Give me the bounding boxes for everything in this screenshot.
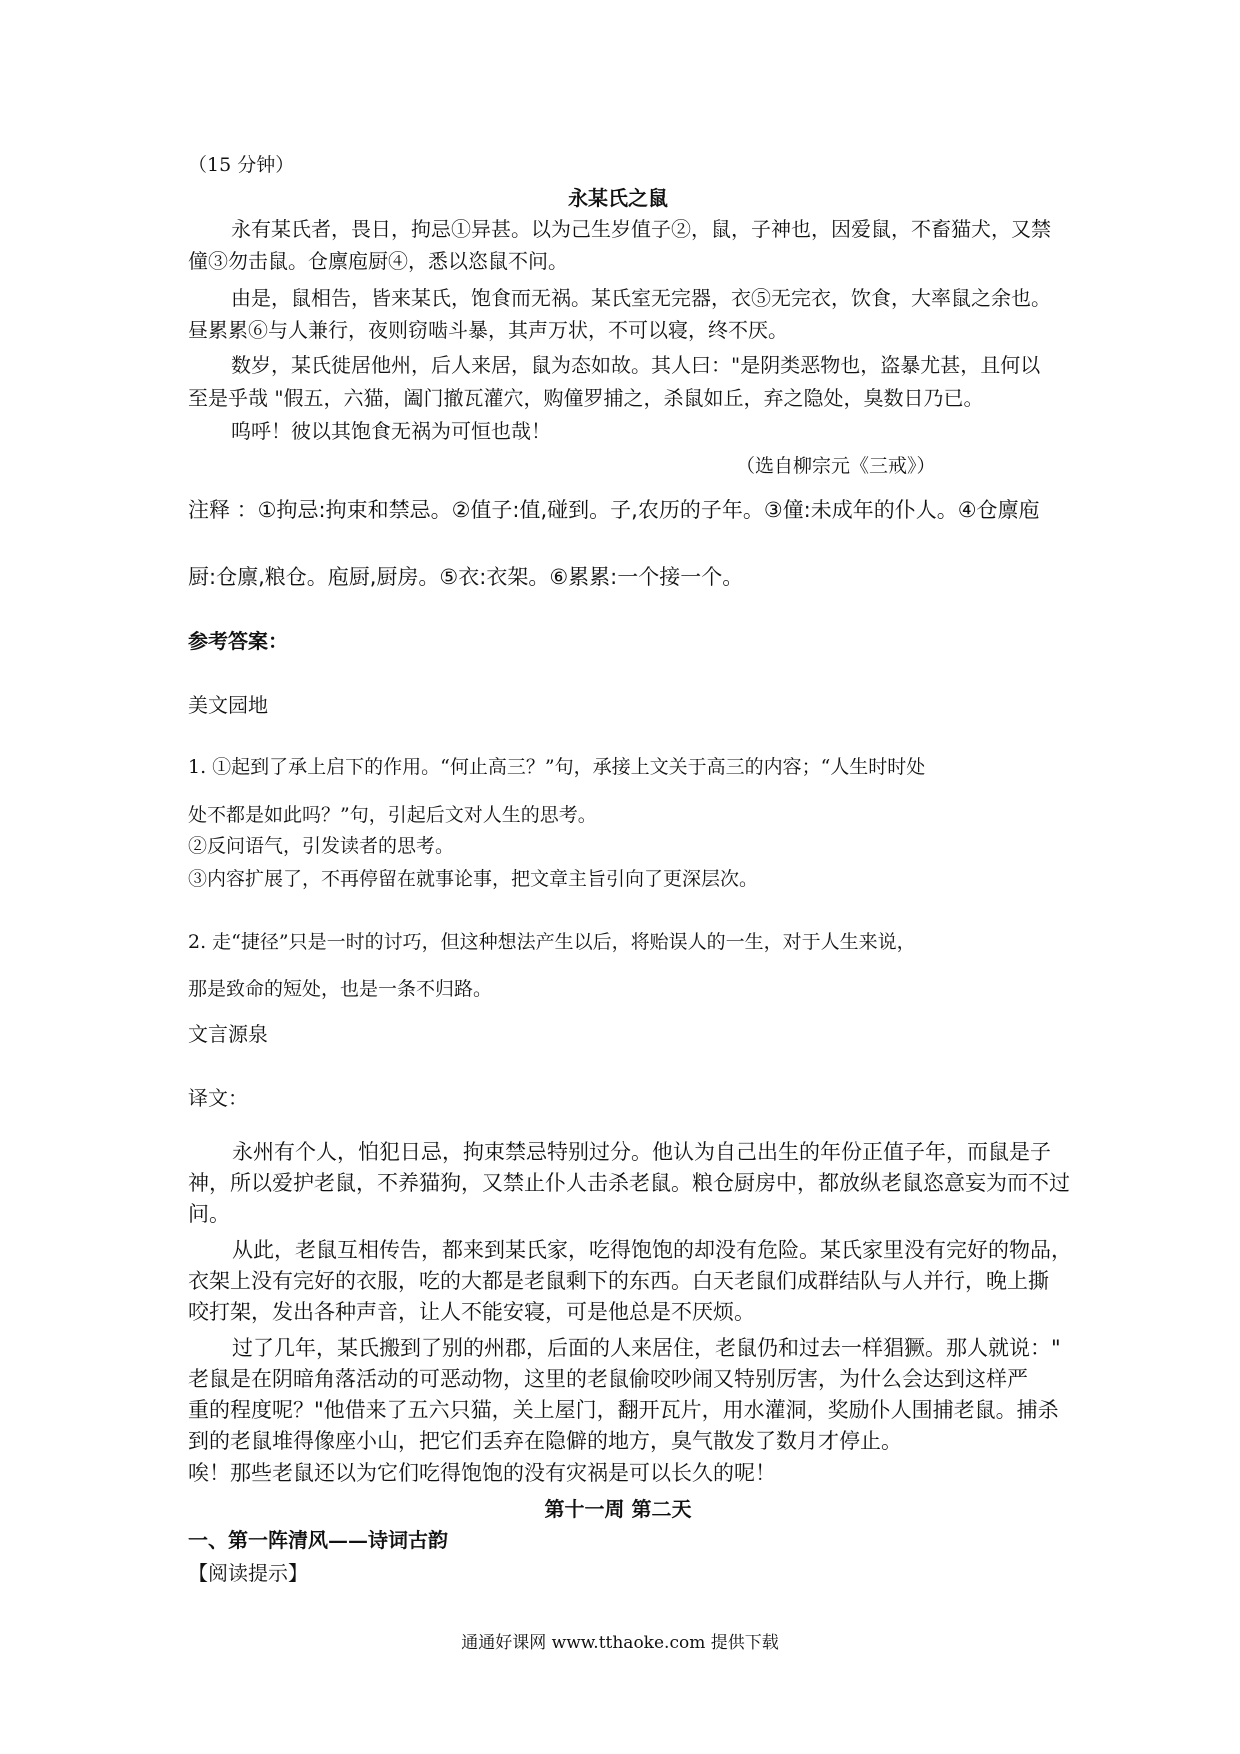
translation-line: 唉！那些老鼠还以为它们吃得饱饱的没有灾祸是可以长久的呢！ bbox=[188, 1461, 776, 1485]
answer-line: ②反问语气，引发读者的思考。 bbox=[188, 835, 455, 857]
section-heading: 文言源泉 bbox=[188, 1022, 268, 1046]
passage-line: 由是，鼠相告，皆来某氏，饱食而无祸。某氏室无完器，衣⑤无完衣，饮食，大率鼠之余也。 bbox=[231, 286, 1051, 310]
translation-line: 衣架上没有完好的衣服，吃的大都是老鼠剩下的东西。白天老鼠们成群结队与人并行，晚上撕 bbox=[188, 1269, 1049, 1293]
translation-line: 永州有个人，怕犯日忌，拘束禁忌特别过分。他认为自己出生的年份正值子年，而鼠是子 bbox=[232, 1140, 1051, 1164]
translation-line: 老鼠是在阴暗角落活动的可恶动物，这里的老鼠偷咬吵闹又特别厉害，为什么会达到这样严 bbox=[188, 1367, 1028, 1391]
answers-heading: 参考答案： bbox=[188, 629, 288, 653]
translation-line: 从此，老鼠互相传告，都来到某氏家，吃得饱饱的却没有危险。某氏家里没有完好的物品， bbox=[232, 1238, 1072, 1262]
translation-line: 到的老鼠堆得像座小山，把它们丢弃在隐僻的地方，臭气散发了数月才停止。 bbox=[188, 1429, 902, 1453]
passage-line: 数岁，某氏徙居他州，后人来居，鼠为态如故。其人曰："是阴类恶物也，盗暴尤甚，且何以 bbox=[231, 353, 1041, 377]
page-footer: 通通好课网 www.tthaoke.com 提供下载 bbox=[461, 1633, 779, 1653]
translation-label: 译文： bbox=[188, 1086, 248, 1110]
week-day-title: 第十一周 第二天 bbox=[544, 1497, 692, 1521]
section-heading: 一、第一阵清风——诗词古韵 bbox=[188, 1528, 448, 1552]
translation-line: 咬打架，发出各种声音，让人不能安寝，可是他总是不厌烦。 bbox=[188, 1300, 755, 1324]
answer-line: 那是致命的短处，也是一条不归路。 bbox=[188, 978, 493, 1000]
section-heading: 美文园地 bbox=[188, 693, 268, 717]
passage-source: （选自柳宗元《三戒》） bbox=[736, 455, 936, 477]
passage-line: 至是乎哉 "假五，六猫，阖门撤瓦灌穴，购僮罗捕之，杀鼠如丘，弃之隐处，臭数日乃已。 bbox=[188, 386, 984, 410]
translation-line: 问。 bbox=[188, 1202, 230, 1226]
answer-line: 1. ①起到了承上启下的作用。“何止高三？”句，承接上文关于高三的内容；“人生时时处 bbox=[188, 756, 926, 778]
time-note: （15 分钟） bbox=[188, 154, 295, 176]
passage-line: 永有某氏者，畏日，拘忌①异甚。以为己生岁值子②，鼠，子神也，因爱鼠，不畜猫犬，又禁 bbox=[231, 217, 1051, 241]
answer-line: 处不都是如此吗？”句，引起后文对人生的思考。 bbox=[188, 804, 597, 826]
answer-line: ③内容扩展了，不再停留在就事论事，把文章主旨引向了更深层次。 bbox=[188, 868, 759, 890]
notes-line: 厨:仓廪,粮仓。庖厨,厨房。⑤衣:衣架。⑥累累:一个接一个。 bbox=[188, 565, 744, 589]
passage-line: 呜呼！彼以其饱食无祸为可恒也哉！ bbox=[231, 419, 551, 443]
answer-line: 2. 走“捷径”只是一时的讨巧，但这种想法产生以后，将贻误人的一生，对于人生来说， bbox=[188, 931, 916, 953]
passage-line: 僮③勿击鼠。仓廪庖厨④，悉以恣鼠不问。 bbox=[188, 249, 568, 273]
passage-title: 永某氏之鼠 bbox=[568, 186, 668, 210]
reading-tip-tag: 【阅读提示】 bbox=[188, 1561, 308, 1585]
notes-line: 注释 ：①拘忌:拘束和禁忌。②值子:值,碰到。子,农历的子年。③僮:未成年的仆人。④仓廪庖 bbox=[188, 498, 1040, 522]
passage-line: 昼累累⑥与人兼行，夜则窃啮斗暴，其声万状，不可以寝，终不厌。 bbox=[188, 318, 788, 342]
translation-line: 重的程度呢？"他借来了五六只猫，关上屋门，翻开瓦片，用水灌洞，奖励仆人围捕老鼠。捕杀 bbox=[188, 1398, 1059, 1422]
translation-line: 神，所以爱护老鼠，不养猫狗，又禁止仆人击杀老鼠。粮仓厨房中，都放纵老鼠恣意妄为而不过 bbox=[188, 1171, 1070, 1195]
translation-line: 过了几年，某氏搬到了别的州郡，后面的人来居住，老鼠仍和过去一样猖獗。那人就说：" bbox=[232, 1336, 1061, 1360]
